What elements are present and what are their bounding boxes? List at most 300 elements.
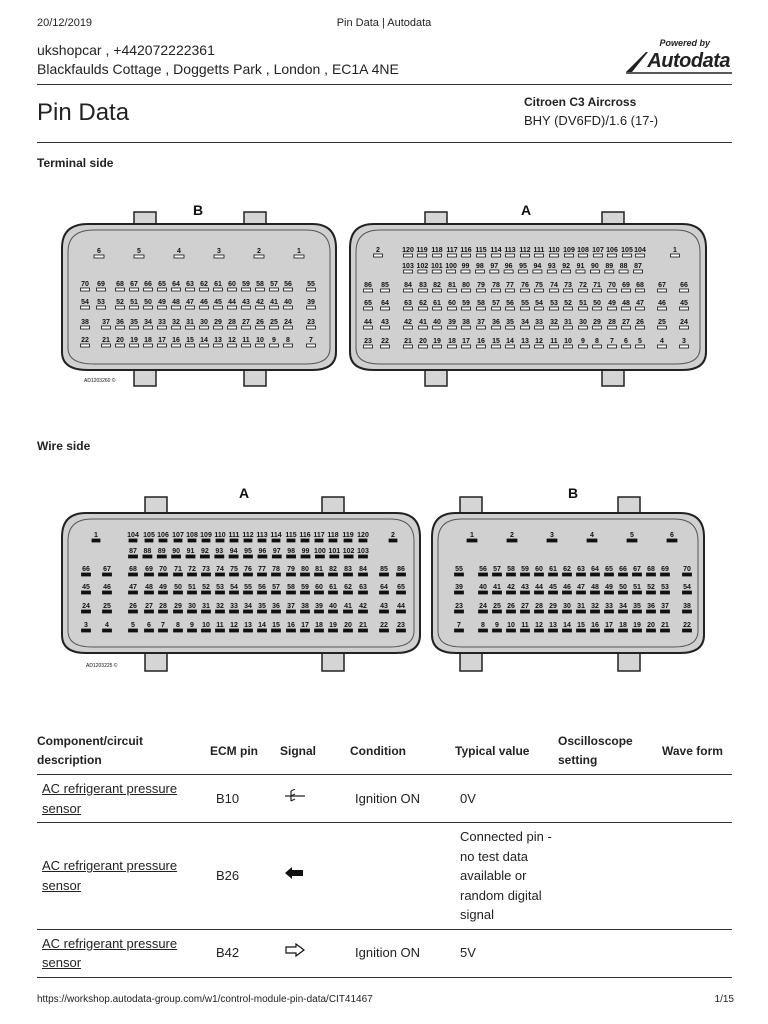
pin-number: 39	[455, 584, 463, 591]
pin-contact	[647, 591, 656, 594]
pin-contact	[535, 573, 544, 576]
pin-contact	[159, 610, 168, 613]
pin-number: 20	[116, 337, 124, 344]
pin-number: 51	[579, 300, 587, 307]
pin-number: 9	[272, 337, 276, 344]
pin-contact	[256, 326, 265, 329]
pin-number: 14	[200, 337, 208, 344]
pin-contact	[658, 345, 667, 348]
section-terminal-side: Terminal side	[37, 156, 114, 170]
pin-number: 14	[506, 338, 514, 345]
pin-number: 64	[591, 566, 599, 573]
pin-number: 83	[419, 282, 427, 289]
pin-number: 118	[431, 247, 443, 254]
pin-number: 11	[550, 338, 558, 345]
waveform-cell	[662, 929, 732, 977]
pin-contact	[270, 288, 279, 291]
pin-number: 89	[157, 548, 166, 555]
pin-number: 7	[610, 338, 614, 345]
pin-number: 11	[521, 622, 529, 629]
pin-contact	[103, 591, 112, 594]
pin-number: 9	[581, 338, 585, 345]
pin-number: 1	[94, 532, 98, 539]
pin-number: 34	[521, 319, 529, 326]
pin-number: 120	[357, 532, 369, 539]
pin-contact	[623, 254, 632, 257]
pin-number: 19	[329, 622, 337, 629]
pin-contact	[186, 555, 195, 558]
pin-contact	[519, 270, 528, 273]
condition-cell	[350, 823, 455, 930]
pin-contact	[287, 629, 296, 632]
pin-contact	[550, 326, 559, 329]
pin-number: 63	[577, 566, 585, 573]
pin-contact	[329, 610, 338, 613]
pin-number: 59	[462, 300, 470, 307]
pin-number: 69	[622, 282, 630, 289]
pin-number: 61	[549, 566, 557, 573]
pin-contact	[397, 591, 406, 594]
pin-contact	[287, 573, 296, 576]
pin-number: 18	[144, 337, 152, 344]
pin-number: 99	[301, 548, 310, 555]
pin-number: 44	[397, 603, 405, 610]
pin-number: 113	[504, 247, 516, 254]
pin-contact	[374, 254, 383, 257]
pin-contact	[258, 591, 267, 594]
pin-number: 22	[380, 622, 388, 629]
pin-number: 1	[297, 248, 301, 255]
pin-contact	[419, 345, 428, 348]
pin-contact	[593, 345, 602, 348]
pin-contact	[256, 344, 265, 347]
pin-number: 22	[81, 337, 89, 344]
pin-contact	[186, 344, 195, 347]
pin-contact	[619, 573, 628, 576]
pin-number: 34	[144, 319, 152, 326]
pin-number: 60	[535, 566, 543, 573]
pin-contact	[228, 326, 237, 329]
pin-number: 96	[258, 548, 267, 555]
pin-number: 24	[284, 319, 292, 326]
pin-contact	[230, 539, 238, 542]
pin-contact	[661, 591, 670, 594]
pin-number: 99	[461, 263, 470, 270]
pin-contact	[579, 289, 588, 292]
pin-contact	[172, 288, 181, 291]
pin-number: 21	[102, 337, 110, 344]
pin-number: 60	[315, 584, 323, 591]
pin-number: 1	[673, 247, 677, 254]
pin-contact	[158, 288, 167, 291]
pin-number: 19	[130, 337, 138, 344]
pin-contact	[284, 326, 293, 329]
pin-contact	[521, 254, 530, 257]
pin-number: 35	[258, 603, 266, 610]
pin-number: 8	[595, 338, 599, 345]
pin-number: 61	[214, 281, 222, 288]
pin-contact	[680, 345, 689, 348]
pin-number: 104	[634, 247, 646, 254]
col-header-signal: Signal	[280, 743, 317, 758]
pin-number: 13	[549, 622, 557, 629]
pin-contact	[97, 306, 106, 309]
pin-contact	[661, 629, 670, 632]
pin-contact	[432, 270, 441, 273]
pin-contact	[172, 555, 181, 558]
pin-contact	[591, 573, 600, 576]
pin-number: 2	[257, 248, 261, 255]
pin-contact	[680, 326, 689, 329]
pin-number: 30	[563, 603, 571, 610]
pin-number: 52	[564, 300, 572, 307]
pin-contact	[129, 591, 138, 594]
pin-contact	[479, 610, 488, 613]
pin-number: 62	[419, 300, 427, 307]
pin-number: 54	[535, 300, 543, 307]
pin-number: 69	[97, 281, 105, 288]
pin-contact	[477, 254, 486, 257]
pin-contact	[272, 629, 281, 632]
pin-contact	[364, 307, 373, 310]
pin-data-table	[37, 728, 732, 978]
pin-number: 46	[103, 584, 111, 591]
pin-number: 50	[144, 299, 152, 306]
pin-contact	[287, 555, 296, 558]
pin-contact	[579, 345, 588, 348]
pin-contact	[215, 555, 224, 558]
pin-contact	[244, 555, 253, 558]
pin-contact	[381, 345, 390, 348]
component-link[interactable]: AC refrigerant pressure sensor	[42, 935, 178, 970]
pin-number: 4	[105, 622, 109, 629]
pin-contact	[242, 306, 251, 309]
pin-contact	[683, 629, 692, 632]
pin-contact	[174, 610, 183, 613]
pin-contact	[174, 629, 183, 632]
pin-contact	[157, 555, 166, 558]
pin-number: 27	[145, 603, 153, 610]
pin-contact	[256, 306, 265, 309]
pin-contact	[380, 591, 389, 594]
pin-number: 44	[228, 299, 236, 306]
pin-number: 57	[493, 566, 501, 573]
pin-contact	[301, 610, 310, 613]
pin-contact	[658, 307, 667, 310]
pin-number: 38	[462, 319, 470, 326]
pin-number: 44	[364, 319, 372, 326]
ground-signal-icon	[284, 789, 306, 803]
pin-number: 9	[190, 622, 194, 629]
pin-contact	[576, 270, 585, 273]
oscilloscope-cell	[558, 775, 662, 823]
pin-number: 73	[202, 566, 210, 573]
pin-contact	[216, 610, 225, 613]
pin-contact	[287, 610, 296, 613]
pin-number: 58	[477, 300, 485, 307]
pin-number: 25	[493, 603, 501, 610]
pin-number: 8	[286, 337, 290, 344]
autodata-logo	[624, 38, 734, 78]
pin-number: 24	[680, 319, 688, 326]
pin-contact	[145, 629, 154, 632]
pin-contact	[214, 326, 223, 329]
pin-number: 80	[462, 282, 470, 289]
pin-number: 22	[683, 622, 691, 629]
pin-number: 13	[214, 337, 222, 344]
pin-number: 15	[186, 337, 194, 344]
pin-contact	[507, 610, 516, 613]
pin-contact	[506, 307, 515, 310]
pin-number: 25	[270, 319, 278, 326]
pin-contact	[315, 555, 324, 558]
pin-number: 25	[103, 603, 111, 610]
pin-contact	[397, 610, 406, 613]
pin-number: 32	[591, 603, 599, 610]
pin-number: 93	[215, 548, 224, 555]
pin-number: 65	[605, 566, 613, 573]
pin-contact	[130, 288, 139, 291]
pin-number: 92	[201, 548, 209, 555]
pin-number: 41	[493, 584, 501, 591]
pin-contact	[256, 288, 265, 291]
pin-number: 70	[683, 566, 691, 573]
pin-contact	[364, 289, 373, 292]
pin-contact	[455, 629, 464, 632]
pin-contact	[608, 254, 617, 257]
pin-number: 47	[577, 584, 585, 591]
pin-contact	[608, 289, 617, 292]
pin-contact	[214, 344, 223, 347]
pin-contact	[593, 289, 602, 292]
pin-number: 76	[244, 566, 252, 573]
pin-number: 73	[564, 282, 572, 289]
pin-contact	[479, 591, 488, 594]
pin-number: 70	[81, 281, 89, 288]
pin-contact	[228, 288, 237, 291]
pin-number: 26	[507, 603, 515, 610]
output-arrow-outline-icon	[284, 943, 306, 957]
pin-number: 6	[147, 622, 151, 629]
pin-contact	[562, 270, 571, 273]
pin-contact	[214, 255, 224, 258]
pin-number: 62	[200, 281, 208, 288]
pin-number: 8	[176, 622, 180, 629]
pin-contact	[462, 345, 471, 348]
pin-number: 5	[137, 248, 141, 255]
pin-number: 2	[510, 532, 514, 539]
pin-contact	[103, 629, 112, 632]
pin-number: 5	[638, 338, 642, 345]
pin-number: 52	[647, 584, 655, 591]
pin-contact	[174, 573, 183, 576]
pin-contact	[455, 591, 464, 594]
pin-contact	[307, 306, 316, 309]
pin-number: 100	[445, 263, 457, 270]
pin-contact	[301, 591, 310, 594]
pin-contact	[404, 289, 413, 292]
pin-number: 64	[172, 281, 180, 288]
pin-number: 92	[562, 263, 570, 270]
pin-contact	[228, 344, 237, 347]
pin-number: 65	[158, 281, 166, 288]
pin-number: 29	[174, 603, 182, 610]
pin-number: 12	[535, 622, 543, 629]
pin-contact	[680, 307, 689, 310]
pin-number: 56	[479, 566, 487, 573]
pin-number: 12	[535, 338, 543, 345]
pin-number: 23	[307, 319, 315, 326]
pin-contact	[433, 345, 442, 348]
pin-contact	[200, 344, 209, 347]
pin-contact	[550, 254, 559, 257]
pin-number: 80	[301, 566, 309, 573]
pin-contact	[129, 539, 137, 542]
pin-number: 20	[419, 338, 427, 345]
pin-number: 55	[307, 281, 315, 288]
pin-contact	[103, 610, 112, 613]
pin-number: 23	[455, 603, 463, 610]
pin-contact	[479, 573, 488, 576]
pin-contact	[284, 288, 293, 291]
pin-contact	[200, 288, 209, 291]
pin-contact	[380, 610, 389, 613]
pin-contact	[174, 591, 183, 594]
pin-contact	[591, 629, 600, 632]
pin-contact	[158, 344, 167, 347]
typical-value-cell: Connected pin - no test data available or random digital signal	[455, 823, 558, 930]
table-row	[37, 929, 732, 977]
component-link[interactable]: AC refrigerant pressure sensor	[42, 858, 178, 893]
pin-number: 78	[492, 282, 500, 289]
print-title: Pin Data | Autodata	[336, 17, 432, 29]
pin-number: 3	[84, 622, 88, 629]
component-link[interactable]: AC refrigerant pressure sensor	[42, 781, 178, 816]
title-divider	[37, 142, 732, 143]
pin-number: 58	[256, 281, 264, 288]
typical-value-cell: 5V	[455, 929, 558, 977]
pin-number: 38	[301, 603, 309, 610]
pin-contact	[329, 539, 337, 542]
pin-contact	[301, 555, 310, 558]
pin-contact	[636, 345, 645, 348]
pin-contact	[419, 289, 428, 292]
pin-contact	[159, 573, 168, 576]
pin-number: 60	[228, 281, 236, 288]
pin-contact	[577, 573, 586, 576]
pin-number: 26	[256, 319, 264, 326]
pin-contact	[92, 539, 100, 542]
pin-number: 114	[490, 247, 502, 254]
pin-contact	[389, 539, 397, 542]
pin-number: 45	[549, 584, 557, 591]
pin-number: 2	[391, 532, 395, 539]
pin-number: 41	[419, 319, 427, 326]
pin-number: 36	[272, 603, 280, 610]
pin-number: 35	[633, 603, 641, 610]
pin-contact	[433, 254, 442, 257]
pin-contact	[244, 610, 253, 613]
pin-number: 114	[270, 532, 282, 539]
pin-contact	[591, 610, 600, 613]
pin-contact	[359, 573, 368, 576]
pin-number: 87	[634, 263, 642, 270]
pin-number: 50	[174, 584, 182, 591]
pin-contact	[202, 629, 211, 632]
pin-contact	[344, 610, 353, 613]
pin-number: 33	[605, 603, 613, 610]
pin-contact	[667, 539, 677, 542]
pin-number: 119	[416, 247, 428, 254]
col-header-condition: Condition	[350, 743, 406, 758]
pin-number: 17	[462, 338, 470, 345]
pin-number: 33	[158, 319, 166, 326]
pin-contact	[359, 610, 368, 613]
connector-b-body	[62, 224, 336, 370]
pin-number: 48	[145, 584, 153, 591]
pin-contact	[174, 255, 184, 258]
table-header-row	[37, 728, 732, 775]
pin-number: 31	[186, 319, 194, 326]
pin-contact	[507, 573, 516, 576]
pin-contact	[188, 610, 197, 613]
pin-number: 75	[230, 566, 238, 573]
pin-number: 39	[307, 299, 315, 306]
pin-contact	[619, 270, 628, 273]
pin-contact	[535, 326, 544, 329]
pin-contact	[492, 326, 501, 329]
pin-number: 36	[647, 603, 655, 610]
pin-contact	[506, 326, 515, 329]
pin-number: 74	[550, 282, 558, 289]
pin-contact	[455, 573, 464, 576]
pin-contact	[244, 591, 253, 594]
pin-contact	[467, 539, 477, 542]
pin-contact	[565, 254, 574, 257]
pin-contact	[564, 307, 573, 310]
pin-contact	[214, 306, 223, 309]
pin-number: 32	[550, 319, 558, 326]
pin-contact	[116, 344, 125, 347]
pin-number: 96	[504, 263, 513, 270]
pin-number: 51	[130, 299, 138, 306]
pin-contact	[404, 345, 413, 348]
pin-contact	[364, 345, 373, 348]
pin-number: 102	[416, 263, 429, 270]
pin-number: 57	[270, 281, 278, 288]
pin-number: 38	[81, 319, 89, 326]
pin-contact	[605, 591, 614, 594]
pin-contact	[647, 610, 656, 613]
pin-number: 59	[242, 281, 250, 288]
pin-number: 86	[397, 566, 405, 573]
pin-number: 77	[258, 566, 266, 573]
pin-contact	[82, 591, 91, 594]
pin-number: 7	[161, 622, 165, 629]
pin-number: 79	[287, 566, 295, 573]
pin-number: 43	[381, 319, 389, 326]
pin-number: 47	[636, 300, 644, 307]
pin-number: 20	[344, 622, 352, 629]
pin-contact	[549, 610, 558, 613]
pin-contact	[144, 344, 153, 347]
pin-contact	[270, 306, 279, 309]
pin-number: 26	[129, 603, 137, 610]
pin-number: 6	[624, 338, 628, 345]
pin-contact	[622, 326, 631, 329]
pin-contact	[535, 307, 544, 310]
pin-contact	[254, 255, 264, 258]
